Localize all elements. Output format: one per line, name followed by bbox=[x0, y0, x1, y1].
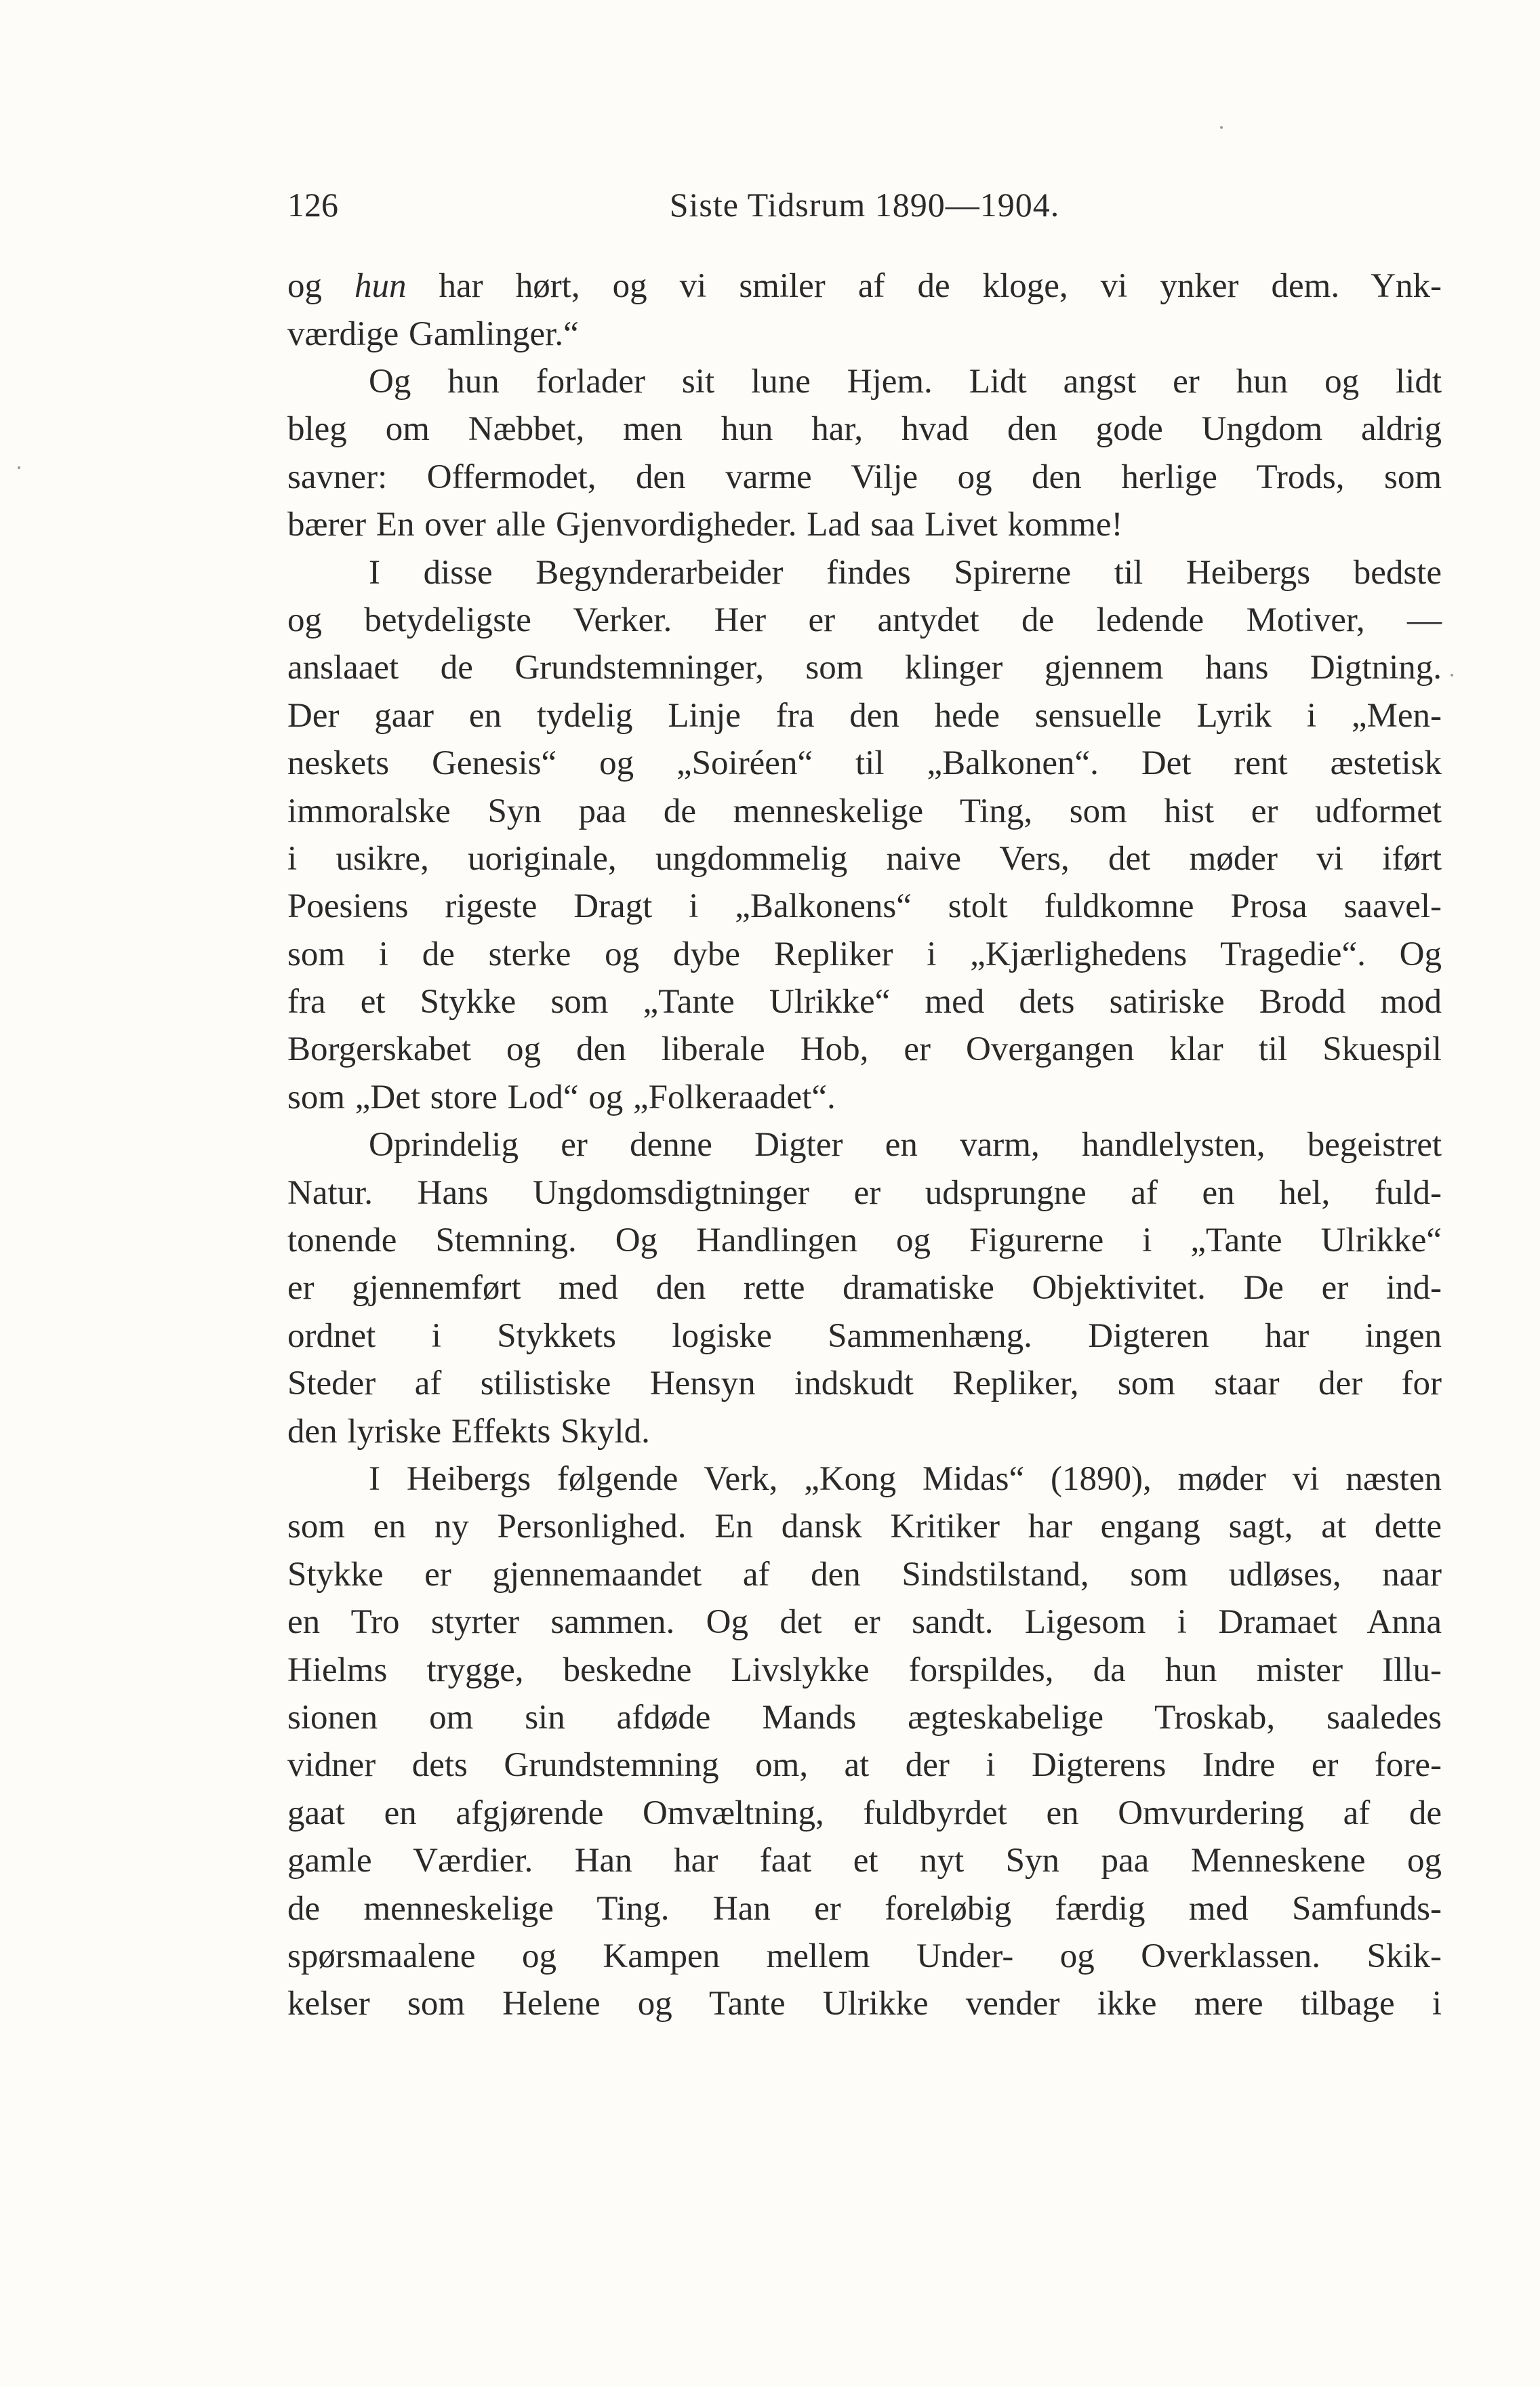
text-line: vidner dets Grundstemning om, at der i Digterens Indre er fore- bbox=[287, 1746, 1442, 1784]
page-header bbox=[287, 178, 1442, 232]
text-line: anslaaet de Grundstemninger, som klinger gjennem hans Digtning. bbox=[287, 649, 1442, 687]
text-line: Poesiens rigeste Dragt i „Balkonens“ stolt fuldkomne Prosa saavel- bbox=[287, 887, 1442, 925]
running-head: Siste Tidsrum 1890—1904. bbox=[669, 186, 1060, 224]
text-line: ordnet i Stykkets logiske Sammenhæng. Digteren har ingen bbox=[287, 1317, 1442, 1355]
text-line: og hun har hørt, og vi smiler af de kloge, vi ynker dem. Ynk- bbox=[287, 267, 1442, 305]
text-line: bleg om Næbbet, men hun har, hvad den gode Ungdom aldrig bbox=[287, 410, 1442, 448]
text-line: som „Det store Lod“ og „Folkeraadet“. bbox=[287, 1078, 836, 1116]
text-line: savner: Offermodet, den varme Vilje og den herlige Trods, som bbox=[287, 458, 1442, 496]
text-line: tonende Stemning. Og Handlingen og Figurerne i „Tante Ulrikke“ bbox=[287, 1221, 1442, 1259]
text-line: Natur. Hans Ungdomsdigtninger er udsprungne af en hel, fuld- bbox=[287, 1174, 1442, 1212]
text-line: sionen om sin afdøde Mands ægteskabelige Troskab, saaledes bbox=[287, 1699, 1442, 1737]
text-line: værdige Gamlinger.“ bbox=[287, 315, 579, 353]
text-line: som en ny Personlighed. En dansk Kritiker har engang sagt, at dette bbox=[287, 1508, 1442, 1545]
text-line: de menneskelige Ting. Han er foreløbig færdig med Samfunds- bbox=[287, 1890, 1442, 1928]
text-line: Og hun forlader sit lune Hjem. Lidt angst er hun og lidt bbox=[369, 363, 1442, 401]
text-line: gaat en afgjørende Omvæltning, fuldbyrdet en Omvurdering af de bbox=[287, 1794, 1442, 1832]
text-line: bærer En over alle Gjenvordigheder. Lad saa Livet komme! bbox=[287, 506, 1123, 544]
text-line: I disse Begynderarbeider findes Spirerne til Heibergs bedste bbox=[369, 554, 1442, 592]
text-line: fra et Stykke som „Tante Ulrikke“ med dets satiriske Brodd mod bbox=[287, 983, 1442, 1021]
text-line: som i de sterke og dybe Repliker i „Kjærlighedens Tragedie“. Og bbox=[287, 935, 1442, 973]
text-line: Borgerskabet og den liberale Hob, er Overgangen klar til Skuespil bbox=[287, 1030, 1442, 1068]
text-line: immoralske Syn paa de menneskelige Ting, som hist er udformet bbox=[287, 792, 1442, 830]
page-number: 126 bbox=[287, 186, 338, 224]
text-line: spørsmaalene og Kampen mellem Under- og Overklassen. Skik- bbox=[287, 1937, 1442, 1975]
text-line: er gjennemført med den rette dramatiske Objektivitet. De er ind- bbox=[287, 1269, 1442, 1307]
text-line: Oprindelig er denne Digter en varm, handlelysten, begeistret bbox=[369, 1126, 1442, 1164]
paper-speck bbox=[1451, 674, 1453, 676]
text-line: Stykke er gjennemaandet af den Sindstilstand, som udløses, naar bbox=[287, 1556, 1442, 1594]
text-line: I Heibergs følgende Verk, „Kong Midas“ (1890), møder vi næsten bbox=[369, 1460, 1442, 1498]
text-line: Steder af stilistiske Hensyn indskudt Repliker, som staar der for bbox=[287, 1364, 1442, 1402]
paper-speck bbox=[18, 466, 20, 469]
emphasized-word: hun bbox=[354, 267, 407, 305]
paper-speck bbox=[1220, 126, 1223, 129]
text-line: den lyriske Effekts Skyld. bbox=[287, 1413, 650, 1451]
text-line: neskets Genesis“ og „Soiréen“ til „Balkonen“. Det rent æstetisk bbox=[287, 744, 1442, 782]
text-line: gamle Værdier. Han har faat et nyt Syn paa Menneskene og bbox=[287, 1842, 1442, 1880]
text-line: en Tro styrter sammen. Og det er sandt. Ligesom i Dramaet Anna bbox=[287, 1603, 1442, 1641]
text-line: Der gaar en tydelig Linje fra den hede sensuelle Lyrik i „Men- bbox=[287, 697, 1442, 735]
text-line: og betydeligste Verker. Her er antydet de ledende Motiver, — bbox=[287, 601, 1442, 639]
text-line: kelser som Helene og Tante Ulrikke vender ikke mere tilbage i bbox=[287, 1985, 1442, 2023]
text-line: Hielms trygge, beskedne Livslykke forspildes, da hun mister Illu- bbox=[287, 1651, 1442, 1689]
text-line: i usikre, uoriginale, ungdommelig naive Vers, det møder vi iført bbox=[287, 840, 1442, 878]
